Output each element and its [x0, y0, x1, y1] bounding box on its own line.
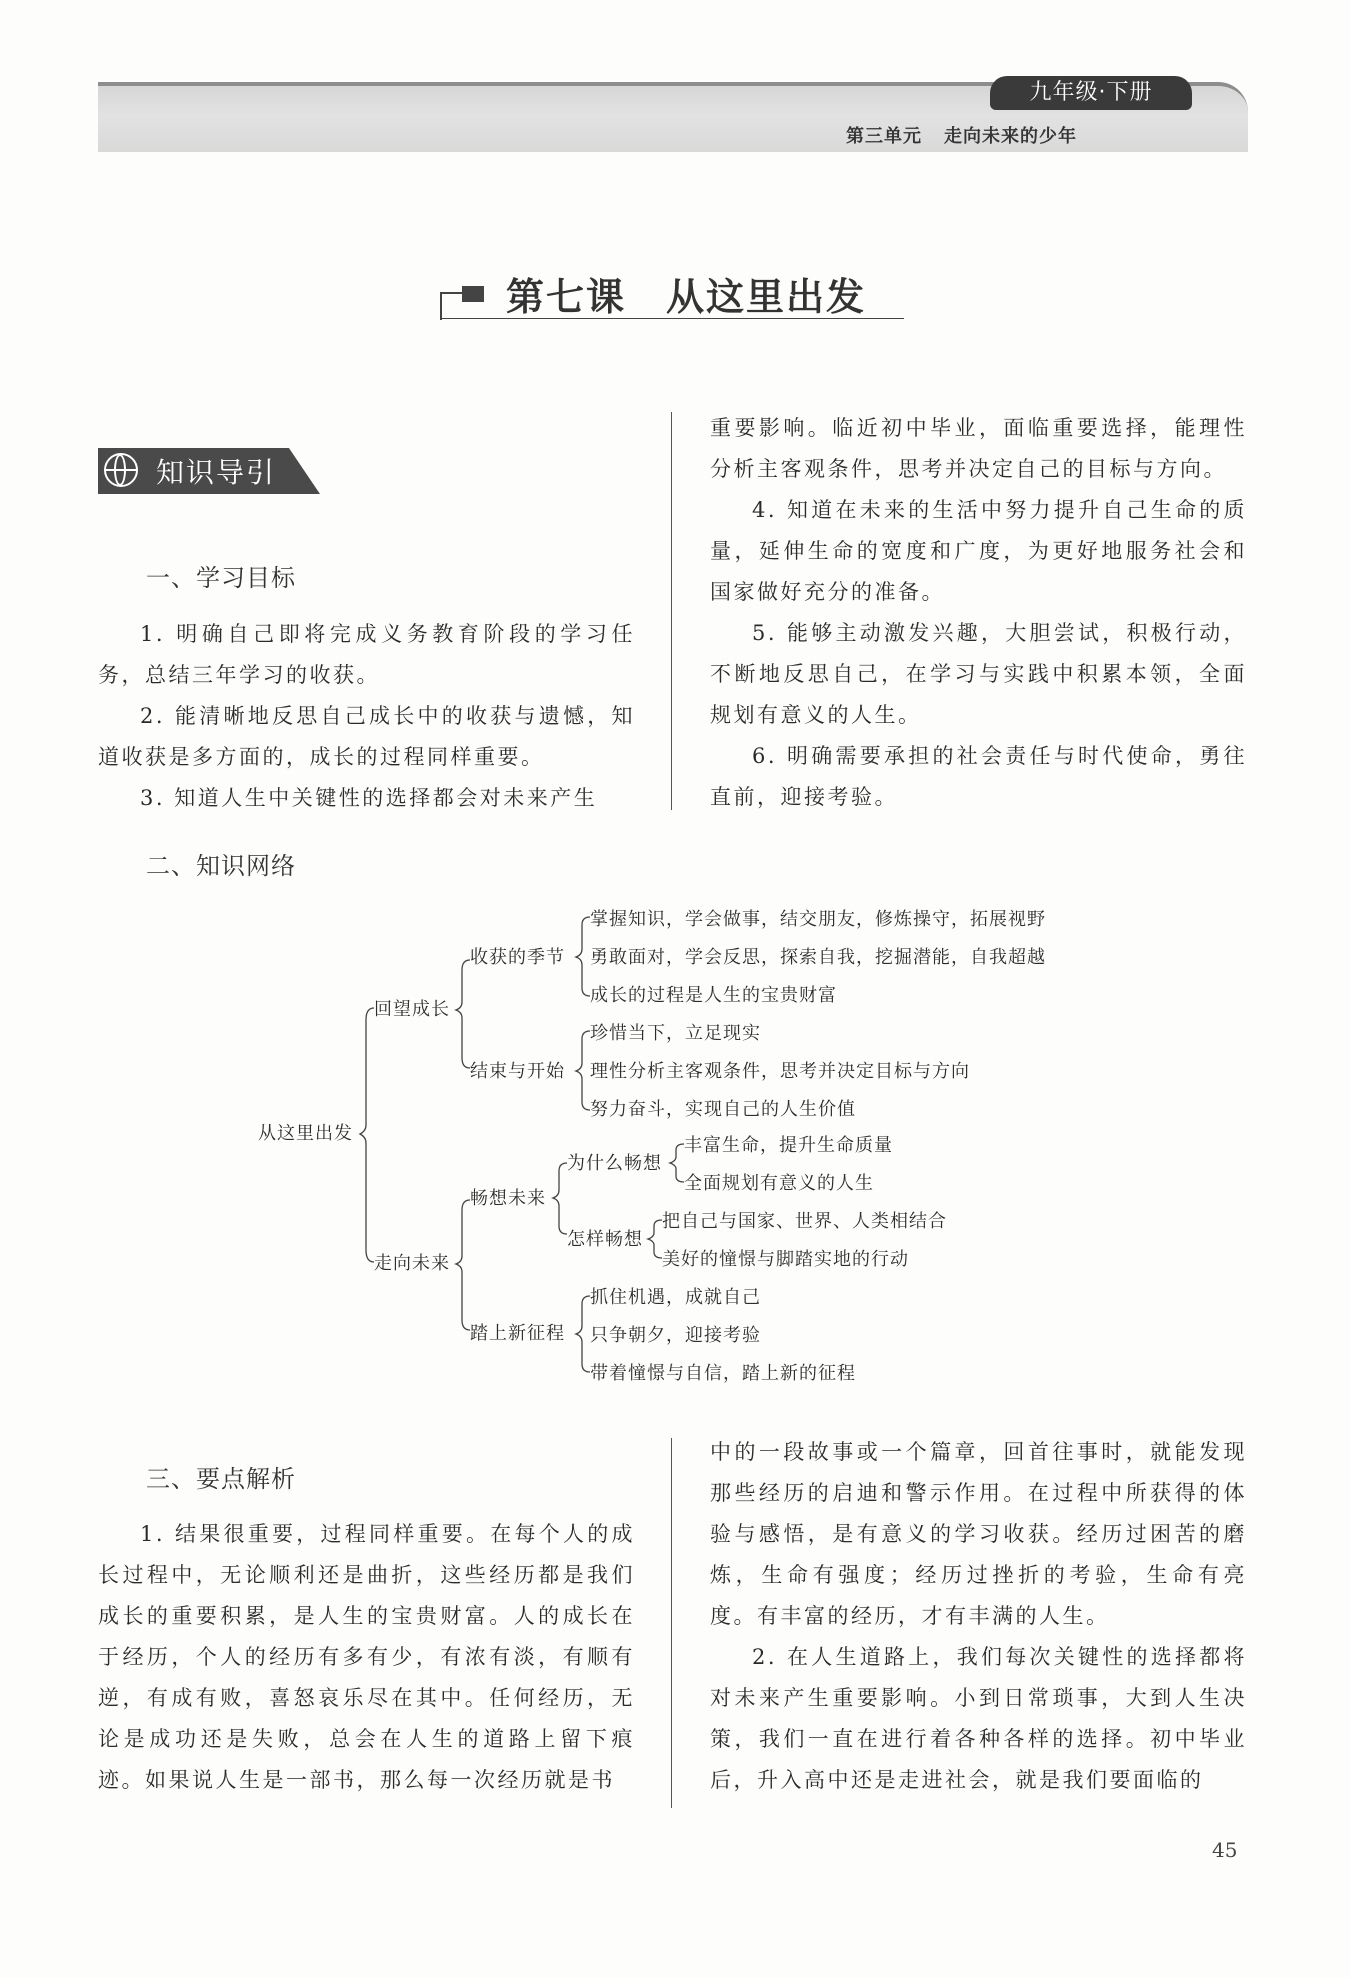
mind-map-leaf: 只争朝夕，迎接考验: [590, 1325, 761, 1346]
goal-paragraph: 重要影响。临近初中毕业，面临重要选择，能理性分析主客观条件，思考并决定自己的目标与方向。: [710, 416, 1247, 481]
mind-map-branch: 走向未来: [374, 1253, 450, 1274]
section-badge-label: 知识导引: [156, 456, 277, 489]
goal-paragraph: 4. 知道在未来的生活中努力提升自己生命的质量，延伸生命的宽度和广度，为更好地服务社会和国家做好充分的准备。: [710, 498, 1247, 604]
key-point-paragraph: 中的一段故事或一个篇章，回首往事时，就能发现那些经历的启迪和警示作用。在过程中所获得的体验与感悟，是有意义的学习收获。经历过困苦的磨炼，生命有强度；经历过挫折的考验，生命有亮度。有丰富的经历，才有丰满的人生。: [710, 1440, 1247, 1628]
key-points-left-column: [98, 1514, 635, 1801]
brace-shouhuo: [576, 917, 590, 996]
mind-map-node: 为什么畅想: [567, 1153, 662, 1174]
mind-map-leaf: 美好的憧憬与脚踏实地的行动: [662, 1249, 909, 1270]
mind-map-node: 结束与开始: [470, 1061, 565, 1082]
mind-map-node: 踏上新征程: [470, 1323, 565, 1344]
brace-weishenme: [670, 1144, 684, 1182]
brace-tashang: [576, 1296, 590, 1372]
goal-paragraph: 5. 能够主动激发兴趣，大胆尝试，积极行动，不断地反思自己，在学习与实践中积累本领，全面规划有意义的人生。: [710, 621, 1247, 727]
mind-map-leaf: 掌握知识，学会做事，结交朋友，修炼操守，拓展视野: [590, 909, 1046, 930]
key-point-paragraph: 1. 结果很重要，过程同样重要。在每个人的成长过程中，无论顺利还是曲折，这些经历都是我们成长的重要积累，是人生的宝贵财富。人的成长在于经历，个人的经历有多有少，有浓有淡，有顺有逆，有成有败，喜怒哀乐尽在其中。任何经历，无论是成功还是失败，总会在人生的道路上留下痕迹。如果说人生是一部书，那么每一次经历就是书: [98, 1522, 635, 1792]
column-divider: [671, 1438, 672, 1808]
mind-map-leaf: 勇敢面对，学会反思，探索自我，挖掘潜能，自我超越: [590, 947, 1046, 968]
goal-paragraph: 1. 明确自己即将完成义务教育阶段的学习任务，总结三年学习的收获。: [98, 622, 635, 687]
mind-map-node: 收获的季节: [470, 947, 565, 968]
mind-map-leaf: 理性分析主客观条件，思考并决定目标与方向: [590, 1061, 970, 1082]
brace-changxiang: [553, 1163, 567, 1234]
key-points-heading: 三、要点解析: [146, 1465, 296, 1493]
brace-jieshu: [576, 1031, 590, 1110]
brace-huiwang: [456, 960, 470, 1068]
mind-map-leaf: 带着憧憬与自信，踏上新的征程: [590, 1363, 856, 1384]
brace-root: [360, 1008, 374, 1262]
mind-map-leaf: 把自己与国家、世界、人类相结合: [662, 1211, 947, 1232]
goal-paragraph: 3. 知道人生中关键性的选择都会对未来产生: [140, 786, 598, 810]
goal-paragraph: 6. 明确需要承担的社会责任与时代使命，勇往直前，迎接考验。: [710, 744, 1247, 809]
mind-map-leaf: 抓住机遇，成就自己: [590, 1287, 761, 1308]
lesson-title: 第七课 从这里出发: [506, 274, 867, 319]
unit-name: 走向未来的少年: [944, 126, 1077, 147]
grade-tab: 九年级·下册: [990, 76, 1192, 110]
mind-map-leaf: 努力奋斗，实现自己的人生价值: [590, 1099, 856, 1120]
key-points-right-column: [710, 1432, 1247, 1801]
knowledge-network-heading: 二、知识网络: [146, 852, 296, 880]
mind-map-leaf: 成长的过程是人生的宝贵财富: [590, 985, 837, 1006]
mind-map-leaf: 珍惜当下，立足现实: [590, 1023, 761, 1044]
mind-map-leaf: 丰富生命，提升生命质量: [684, 1135, 893, 1156]
mind-map-leaf: 全面规划有意义的人生: [684, 1173, 874, 1194]
brace-zenyang: [648, 1220, 662, 1258]
mind-map-root: 从这里出发: [258, 1123, 353, 1144]
learning-goals-heading: 一、学习目标: [146, 564, 296, 592]
key-point-paragraph: 2. 在人生道路上，我们每次关键性的选择都将对未来产生重要影响。小到日常琐事，大到人生决策，我们一直在进行着各种各样的选择。初中毕业后，升入高中还是走进社会，就是我们要面临的: [710, 1645, 1247, 1792]
brace-zouxiang: [456, 1200, 470, 1330]
unit-number: 第三单元: [846, 126, 922, 147]
mind-map-branch: 回望成长: [374, 999, 450, 1020]
page-number: 45: [1212, 1838, 1238, 1862]
mind-map-node: 怎样畅想: [567, 1229, 643, 1250]
mind-map-node: 畅想未来: [470, 1188, 546, 1209]
goal-paragraph: 2. 能清晰地反思自己成长中的收获与遗憾，知道收获是多方面的，成长的过程同样重要。: [98, 704, 635, 769]
